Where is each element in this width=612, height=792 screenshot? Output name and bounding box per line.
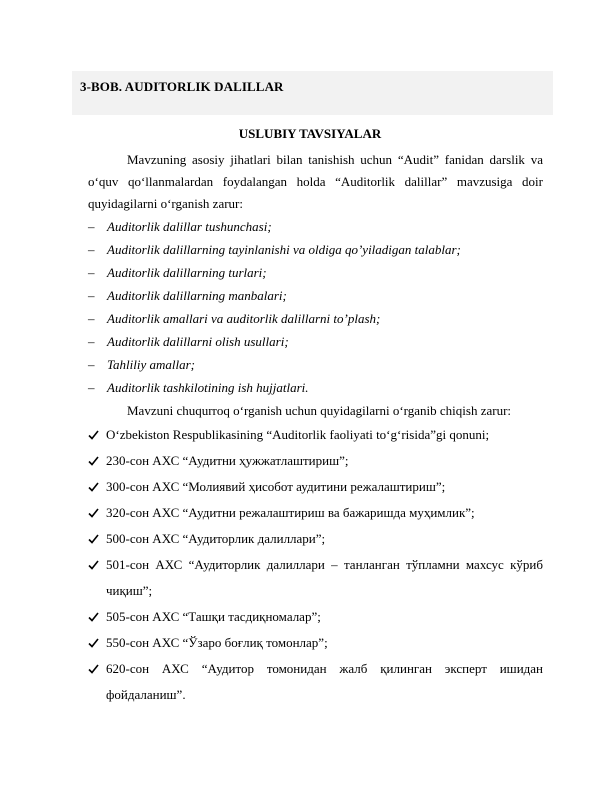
checkmark-icon — [88, 630, 100, 656]
list-item — [88, 630, 543, 656]
dash-marker: – — [88, 311, 95, 326]
list-item — [88, 552, 543, 604]
list-item — [88, 353, 543, 376]
dash-marker: – — [88, 242, 95, 257]
reference-text: 500-сон АХС “Аудиторлик далиллари”; — [106, 531, 326, 546]
reference-text: O‘zbekiston Respublikasining “Auditorlik faoliyati to‘g‘risida”gi qonuni; — [106, 427, 490, 442]
list-item — [88, 448, 543, 474]
dash-marker: – — [88, 334, 95, 349]
checkmark-icon — [88, 422, 100, 448]
chapter-header — [72, 71, 553, 115]
intro-paragraph — [88, 149, 543, 215]
intro-line: Mavzuning asosiy jihatlari bilan tanishish uchun “Audit” fanidan darslik va — [127, 152, 543, 167]
list-item — [88, 422, 543, 448]
intro-line: quyidagilarni o‘rganish zarur: — [88, 196, 243, 211]
reference-text: 550-сон АХС “Ўзаро боғлиқ томонлар”; — [106, 635, 328, 650]
list-item — [88, 656, 543, 708]
references-list — [88, 422, 543, 708]
list-item — [88, 500, 543, 526]
topic-text: Auditorlik amallari va auditorlik dalillarni to’plash; — [107, 311, 381, 326]
reference-text: 620-сон АХС “Аудитор томонидан жалб қилинган эксперт ишидан — [106, 661, 543, 676]
deep-study-intro: Mavzuni chuqurroq o‘rganish uchun quyidagilarni o‘rganib chiqish zarur: — [127, 403, 512, 418]
list-item — [88, 284, 543, 307]
list-item — [88, 474, 543, 500]
reference-text: 501-сон АХС “Аудиторлик далиллари – танланган тўпламни махсус кўриб — [106, 557, 543, 572]
topic-text: Auditorlik dalillarni olish usullari; — [107, 334, 289, 349]
list-item — [88, 307, 543, 330]
topic-text: Auditorlik dalillarning turlari; — [107, 265, 267, 280]
reference-text: 320-сон АХС “Аудитни режалаштириш ва бажаришда муҳимлик”; — [106, 505, 475, 520]
dash-marker: – — [88, 380, 95, 395]
dash-marker: – — [88, 357, 95, 372]
reference-text: 230-сон АХС “Аудитни ҳужжатлаштириш”; — [106, 453, 349, 468]
topic-text: Auditorlik dalillarning tayinlanishi va oldiga qo’yiladigan talablar; — [107, 242, 461, 257]
topic-text: Auditorlik dalillar tushunchasi; — [107, 219, 272, 234]
reference-text-cont: фойдаланиш”. — [106, 687, 186, 702]
intro-line: o‘quv qo‘llanmalardan foydalangan holda “Auditorlik dalillar” mavzusiga doir — [88, 174, 543, 189]
checkmark-icon — [88, 656, 100, 682]
list-item — [88, 526, 543, 552]
list-item — [88, 261, 543, 284]
topics-list — [88, 215, 543, 399]
checkmark-icon — [88, 552, 100, 578]
reference-text-cont: чиқиш”; — [106, 583, 153, 598]
list-item — [88, 376, 543, 399]
checkmark-icon — [88, 604, 100, 630]
list-item — [88, 215, 543, 238]
checkmark-icon — [88, 474, 100, 500]
dash-marker: – — [88, 265, 95, 280]
list-item — [88, 604, 543, 630]
checkmark-icon — [88, 448, 100, 474]
checkmark-icon — [88, 500, 100, 526]
dash-marker: – — [88, 219, 95, 234]
chapter-title: 3-BOB. AUDITORLIK DALILLAR — [80, 79, 284, 94]
list-item — [88, 330, 543, 353]
topic-text: Tahliliy amallar; — [107, 357, 196, 372]
reference-text: 505-сон АХС “Ташқи тасдиқномалар”; — [106, 609, 321, 624]
checkmark-icon — [88, 526, 100, 552]
list-item — [88, 238, 543, 261]
dash-marker: – — [88, 288, 95, 303]
section-title: USLUBIY TAVSIYALAR — [238, 126, 382, 141]
reference-text: 300-сон АХС “Молиявий ҳисобот аудитини режалаштириш”; — [106, 479, 446, 494]
topic-text: Auditorlik dalillarning manbalari; — [107, 288, 287, 303]
topic-text: Auditorlik tashkilotining ish hujjatlari. — [107, 380, 309, 395]
